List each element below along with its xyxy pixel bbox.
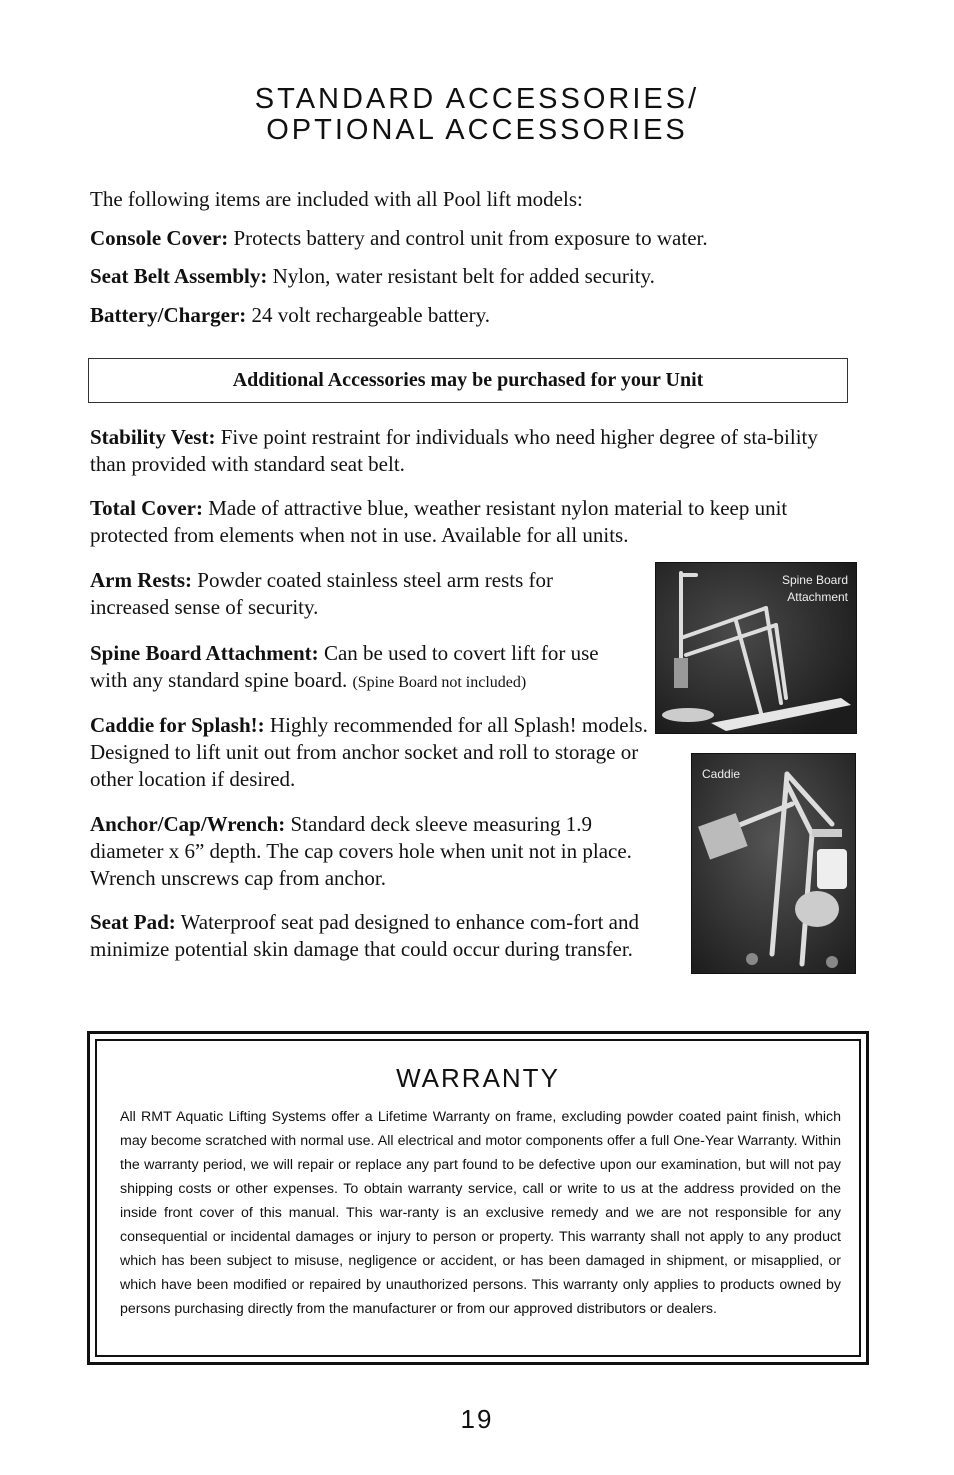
optional-item-stability-vest xyxy=(90,424,850,478)
item-term: Console Cover: xyxy=(90,226,229,250)
optional-item-arm-rests xyxy=(90,567,615,621)
item-term: Seat Belt Assembly: xyxy=(90,264,268,288)
photo-label-line: Attachment xyxy=(787,590,848,604)
item-term: Battery/Charger: xyxy=(90,303,247,327)
item-desc: Made of attractive blue, weather resistant nylon material to keep unit protected from elements when not in use. Available for all units. xyxy=(90,496,788,547)
page-title-line1: STANDARD ACCESSORIES/ xyxy=(254,83,700,115)
optional-item-seat-pad xyxy=(90,909,660,963)
warranty-inner-border xyxy=(95,1039,861,1357)
standard-item-seat-belt xyxy=(90,263,655,290)
item-note: (Spine Board not included) xyxy=(352,674,527,691)
caddie-photo-label: Caddie xyxy=(702,767,741,781)
warranty-title: WARRANTY xyxy=(396,1063,560,1093)
item-term: Caddie for Splash!: xyxy=(90,713,265,737)
item-desc: Highly recommended for all Splash! models. Designed to lift unit out from anchor socket and roll to storage or other location if desired. xyxy=(90,713,648,791)
spine-board-photo xyxy=(655,562,857,734)
standard-intro: The following items are included with all Pool lift models: xyxy=(90,187,583,211)
page-number: 19 xyxy=(460,1404,494,1434)
warranty-text: All RMT Aquatic Lifting Systems offer a Lifetime Warranty on frame, excluding powder coated paint finish, which may become scratched with normal use. All electrical and motor components offer a full One-Year Warranty. Within the warranty period, we will repair or replace any part found to be defective upon our examination, but will not pay shipping costs or other expenses. To obtain warranty service, call or write to us at the address provided on the inside front cover of this manual. This war-ranty is an exclusive remedy and we are not responsible for any consequential or incidental damages or injury to person or property. This warranty shall not apply to any product which has been subject to misuse, negligence or accident, or has been damaged in shipment, or misapplied, or which have been modified or repaired by unauthorized persons. This warranty only applies to products owned by persons purchasing directly from the manufacturer or from our approved distributors or dealers. xyxy=(120,1109,841,1317)
optional-item-total-cover xyxy=(90,495,850,549)
item-desc: Can be used to covert lift for use with any standard spine board. xyxy=(90,641,599,692)
item-desc: Nylon, water resistant belt for added security. xyxy=(267,264,655,288)
item-term: Arm Rests: xyxy=(90,568,193,592)
item-desc: 24 volt rechargeable battery. xyxy=(246,303,491,327)
item-term: Total Cover: xyxy=(90,496,203,520)
page-title xyxy=(0,84,954,146)
additional-accessories-banner: Additional Accessories may be purchased for your Unit xyxy=(88,358,848,403)
item-desc: Powder coated stainless steel arm rests for increased sense of security. xyxy=(90,568,554,619)
photo-label-line: Spine Board xyxy=(781,573,848,587)
item-term: Spine Board Attachment: xyxy=(90,641,319,665)
standard-item-console-cover xyxy=(90,225,708,252)
page-title-line2: OPTIONAL ACCESSORIES xyxy=(266,114,688,146)
caddie-illustration xyxy=(692,754,855,973)
item-desc: Standard deck sleeve measuring 1.9 diameter x 6” depth. The cap covers hole when unit not in place. Wrench unscrews cap from anchor. xyxy=(90,812,632,890)
warranty-box xyxy=(87,1031,869,1365)
optional-item-spine-board xyxy=(90,640,635,696)
optional-item-anchor xyxy=(90,811,655,892)
item-desc: Five point restraint for individuals who need higher degree of sta-bility than provided with standard seat belt. xyxy=(90,425,818,476)
item-desc: Waterproof seat pad designed to enhance com-fort and minimize potential skin damage that could occur during transfer. xyxy=(90,910,639,961)
item-term: Anchor/Cap/Wrench: xyxy=(90,812,286,836)
item-term: Seat Pad: xyxy=(90,910,176,934)
item-term: Stability Vest: xyxy=(90,425,216,449)
standard-item-battery xyxy=(90,302,490,329)
item-desc: Protects battery and control unit from exposure to water. xyxy=(228,226,708,250)
optional-item-caddie xyxy=(90,712,660,793)
spine-board-photo-label xyxy=(782,572,848,606)
caddie-photo xyxy=(691,753,856,974)
